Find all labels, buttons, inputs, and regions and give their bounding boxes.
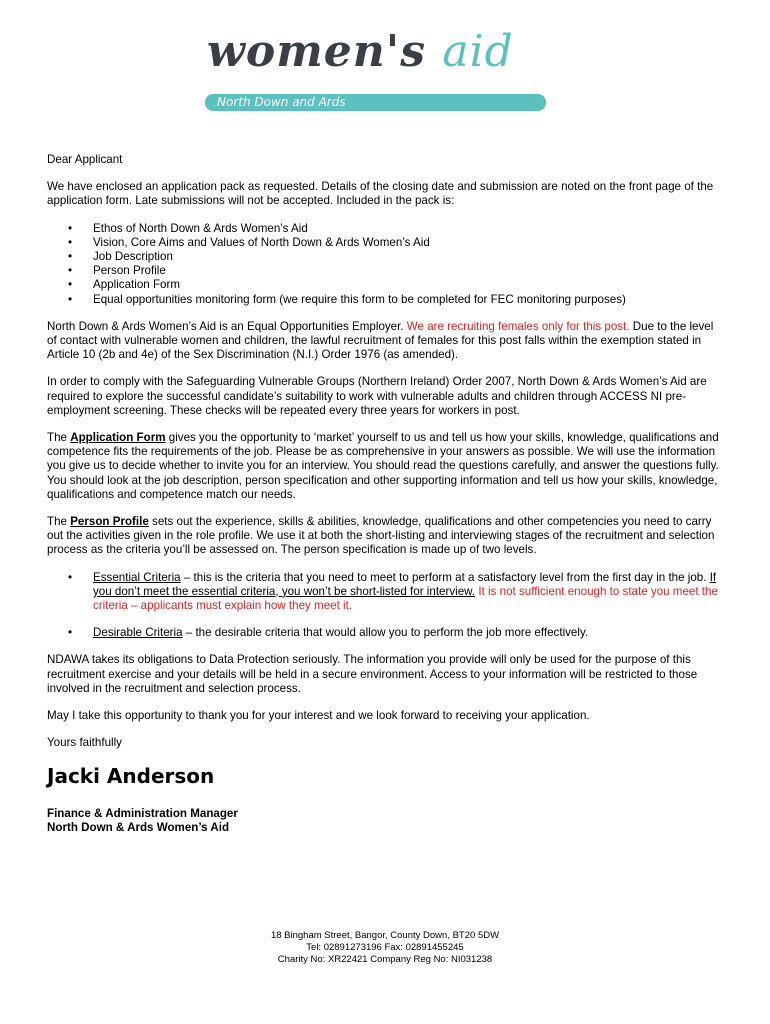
data-protection-paragraph: NDAWA takes its obligations to Data Protection seriously. The information you provide will only be used for the purpose of this recruitment exercise and your details will be held in a secure environment. Access to your information will be restricted to those involved in the recruitment and selection process. bbox=[47, 653, 698, 695]
intro-paragraph: We have enclosed an application pack as requested. Details of the closing date and submission are noted on the front page of the application form. Late submissions will not be accepted. Included in the pack is: bbox=[47, 180, 714, 208]
essential-criteria-text: – this is the criteria that you need to meet to perform at a satisfactory level from the first day in the job. bbox=[180, 570, 710, 584]
list-item: • Vision, Core Aims and Values of North Down & Ards Women’s Aid bbox=[47, 236, 723, 250]
essential-criteria-item bbox=[47, 571, 723, 614]
logo-word-main: women's bbox=[207, 26, 427, 77]
desirable-criteria-item bbox=[47, 626, 723, 640]
thanks-paragraph: May I take this opportunity to thank you for your interest and we look forward to receiving your application. bbox=[47, 709, 590, 723]
footer-phone: Tel: 02891273196 Fax: 02891455245 bbox=[306, 942, 464, 953]
signatory-title: Finance & Administration Manager bbox=[47, 806, 238, 820]
salutation: Dear Applicant bbox=[47, 153, 123, 166]
signatory-organisation: North Down & Ards Women’s Aid bbox=[47, 820, 230, 834]
profile-text: sets out the experience, skills & abilities, knowledge, qualifications and other competencies you need to carry out the activities given in the role profile. We use it at both the short-listing and interviewing stages of the recruitment and selection process as the criteria you’ll be assessed on. The person specification is made up of two levels. bbox=[47, 515, 715, 557]
closing: Yours faithfully bbox=[47, 736, 122, 750]
footer-registration: Charity No: XR22421 Company Reg No: NI031238 bbox=[277, 954, 493, 965]
app-form-pre: The bbox=[47, 431, 71, 445]
desirable-criteria-text: – the desirable criteria that would allow you to perform the job more effectively. bbox=[182, 626, 589, 640]
application-form-term: Application Form bbox=[70, 431, 166, 445]
list-item: • Application Form bbox=[47, 278, 723, 292]
list-item: • Job Description bbox=[47, 250, 723, 264]
app-form-text: gives you the opportunity to ‘market’ yourself to us and tell us how your skills, knowledge, qualifications and competence fits the requirements of the job. Please be as comprehensive in your answers as possible. We will use the information you give us to decide whether to invite you for an interview. You should read the questions carefully, and answer the questions fully. You should look at the job description, person specification and other supporting information and tell us how your skills, knowledge, qualifications and competence match our needs. bbox=[47, 431, 719, 501]
females-only-notice: We are recruiting females only for this post. bbox=[406, 319, 630, 333]
logo-word-accent: aid bbox=[442, 26, 514, 77]
womens-aid-logo bbox=[205, 26, 550, 112]
criteria-list bbox=[47, 571, 723, 641]
logo-bar bbox=[205, 94, 546, 111]
application-form-paragraph bbox=[47, 431, 723, 502]
list-item: • Ethos of North Down & Ards Women’s Aid bbox=[47, 222, 723, 236]
list-item: • Person Profile bbox=[47, 264, 723, 278]
footer-address: 18 Bingham Street, Bangor, County Down, BT20 5DW bbox=[270, 930, 500, 941]
equal-opps-text-continued: Due to the level of contact with vulnerable women and children, the lawful recruitment of females for this post falls within the exemption stated in Article 10 (2b and 4e) of the Sex Discrimination (N.I.) Order 1976 (as amended). bbox=[47, 319, 714, 362]
pack-items-list bbox=[47, 222, 723, 307]
logo-bar-text: North Down and Ards bbox=[217, 95, 346, 109]
letter-body bbox=[47, 153, 723, 835]
essential-criteria-warning: If you don’t meet the essential criteria, you won’t be short-listed for interview. bbox=[93, 570, 717, 598]
signature-name: Jacki Anderson bbox=[47, 763, 215, 788]
equal-opps-text: North Down & Ards Women’s Aid is an Equal Opportunities Employer. bbox=[47, 319, 407, 333]
essential-criteria-red-note: It is not sufficient enough to state you meet the criteria – applicants must explain how they meet it. bbox=[93, 584, 718, 613]
equal-opportunities-paragraph bbox=[47, 320, 723, 363]
desirable-criteria-term: Desirable Criteria bbox=[93, 626, 183, 640]
list-item: • Equal opportunities monitoring form (we require this form to be completed for FEC monitoring purposes) bbox=[47, 293, 723, 307]
essential-criteria-term: Essential Criteria bbox=[93, 570, 181, 584]
safeguarding-paragraph: In order to comply with the Safeguarding Vulnerable Groups (Northern Ireland) Order 2007, North Down & Ards Women’s Aid are required to explore the successful candidate’s suitability to work with vulnerable adults and children through ACCESS NI pre-employment screening. These checks will be repeated every three years for workers in post. bbox=[47, 375, 707, 417]
logo-wordmark bbox=[207, 26, 514, 77]
footer bbox=[0, 930, 770, 966]
profile-pre: The bbox=[47, 515, 71, 529]
person-profile-term: Person Profile bbox=[70, 515, 149, 529]
person-profile-paragraph bbox=[47, 515, 723, 558]
